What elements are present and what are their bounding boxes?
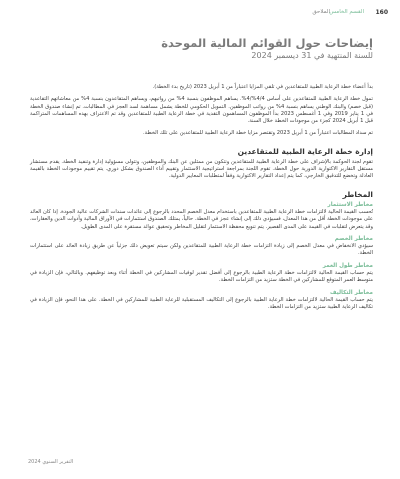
page-content	[30, 84, 373, 317]
paragraph: تقوم لجنة الحوكمة بالإشراف على خطة الرعاية الطبية للمتقاعدين وتتكون من ممثلين عن البنك والموظفين، وتتولى مسؤولية إدارة وتنفيذ الخطة. يقدم مستشار مستقل التقارير الاكتوارية الدورية حول الخطة. تقوم اللجنة بمراجعة استراتيجية الاستثمار وتقييم أداء الصندوق بشكل دوري. يتم تقييم موجودات الخطة بالقيمة العادلة وتخضع للتدقيق الخارجي، كما يتم إعداد التقارير الاكتوارية وفقاً لمتطلبات المعايير الدولية.	[30, 158, 373, 180]
page-number: 160	[375, 9, 388, 16]
paragraph: بدأ أعضاء خطة الرعاية الطبية للمتقاعدين في تلقي المزايا اعتباراً من 1 أبريل 2023 (تاريخ بدء الخطة).	[152, 84, 373, 90]
page-title: إيضاحات حول القوائم المالية الموحدة	[161, 36, 373, 50]
risk-title-investment: مخاطر الاستثمار	[327, 201, 373, 208]
risk-body-longevity: يتم حساب القيمة الحالية لالتزامات خطة الرعاية الطبية بالرجوع إلى أفضل تقدير لوفيات المشاركين في الخطة أثناء وبعد توظيفهم. وبالتالي، فإن الزيادة في متوسط العمر المتوقع للمشاركين في الخطة ستزيد من التزامات الخطة.	[30, 270, 373, 284]
paragraph: تم سداد المطالبات اعتباراً من 1 أبريل 2023 وتقتصر مزايا خطة الرعاية الطبية للمتقاعدين على تلك الخطة.	[143, 130, 373, 137]
section-heading-governance: إدارة خطة الرعاية الطبية للمتقاعدين	[237, 146, 373, 156]
title-block	[30, 36, 373, 62]
risk-title-cost: مخاطر التكاليف	[330, 289, 373, 296]
risk-title-longevity: مخاطر طول العمر	[322, 262, 373, 269]
section-label: القسم الخامس	[329, 9, 364, 15]
section-heading-risks: المخاطر	[342, 189, 373, 199]
risk-body-cost: يتم حساب القيمة الحالية لالتزامات خطة الرعاية الطبية بالرجوع إلى التكاليف المستقبلية للرعاية الطبية للمشاركين في الخطة. على هذا النحو، فإن الزيادة في تكاليف الرعاية الطبية ستزيد من التزامات الخطة.	[30, 296, 373, 311]
paragraph: تمول خطة الرعاية الطبية للمتقاعدين على أساس 4/4%/4%. يساهم الموظفون بنسبة 4% من رواتبهم، ويساهم المتقاعدون بنسبة 4% من معاشاتهم التقاعدية (قبل خصم) والبنك الوطني يساهم بنسبة 4% من رواتب الموظفين. التمويل الحكومي للخطة يشمل مساهمة لسد العجز في المطالبات. تم إنشاء صندوق الخطة في 1 يناير 2019 وفي 1 أغسطس 2023 بدأ الموظفون المساهمون التقدية في خطة الرعاية الطبية للمتقاعدين وقد تم الاعتراف بهذه المساهمات المتراكمة قبل 1 أبريل 2024 كجزء من موجودات الخطة خلال السنة.	[30, 96, 374, 125]
page-subtitle: للسنة المنتهية في 31 ديسمبر 2024	[251, 51, 373, 60]
risk-body-investment: تُحسب القيمة الحالية لالتزامات خطة الرعاية الطبية للمتقاعدين باستخدام معدل الخصم المحدد بالرجوع إلى عائدات سندات الشركات عالية الجودة. إذا كان العائد على موجودات الخطة أقل من هذا المعدل، فسيؤدي ذلك إلى إنشاء عجز في الخطة. حالياً، يمتلك الصندوق استثمارات في الأوراق المالية وأدوات الدين والعقارات، وقد يتعرض لتقلبات في القيمة على المدى القصير. يتم تنويع محفظة الاستثمار لتقليل المخاطر وتحقيق عوائد مستقرة على المدى الطويل.	[30, 208, 373, 230]
risk-title-discount: مخاطر الخصم	[334, 235, 373, 242]
chapter-label: الملاحق	[312, 9, 330, 15]
page-header	[8, 9, 392, 23]
page-footer: التقرير السنوي 2024	[28, 459, 74, 465]
risk-body-discount: سيؤدي الانخفاض في معدل الخصم إلى زيادة التزامات خطة الرعاية الطبية للمتقاعدين ولكن سيتم تعويض ذلك جزئياً عن طريق زيادة العائد على استثمارات الخطة.	[30, 243, 373, 257]
